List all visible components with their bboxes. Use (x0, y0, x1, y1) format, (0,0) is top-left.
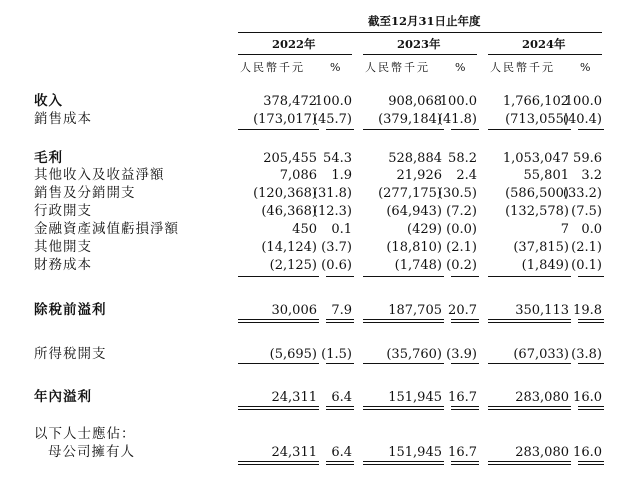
percent-cell: 2.4 (456, 168, 477, 183)
subtotal-rule (238, 363, 319, 364)
percent-cell: (0.6) (321, 258, 352, 273)
total-double-rule (238, 319, 319, 323)
total-double-rule (578, 461, 604, 465)
col-amount-2022: 人民幣千元 (240, 61, 305, 74)
percent-cell: (45.7) (312, 112, 352, 127)
amount-cell: 7,086 (279, 168, 317, 183)
total-double-rule (238, 461, 319, 465)
percent-cell: 54.3 (323, 151, 352, 166)
total-double-rule (326, 461, 354, 465)
year-rule-2024 (488, 54, 602, 55)
col-amount-2024: 人民幣千元 (490, 61, 555, 74)
row-label: 所得稅開支 (34, 346, 107, 362)
row-label: 毛利 (34, 150, 63, 166)
percent-cell: 0.1 (331, 222, 352, 237)
row-label: 金融資產減值虧損淨額 (34, 221, 179, 237)
percent-cell: 59.6 (573, 151, 602, 166)
percent-cell: (2.1) (571, 240, 602, 255)
percent-cell: (31.8) (312, 186, 352, 201)
subtotal-rule (326, 363, 354, 364)
percent-cell: 100.0 (564, 94, 602, 109)
amount-cell: (713,055) (505, 112, 569, 127)
percent-cell: 16.7 (448, 390, 477, 405)
amount-cell: 283,080 (515, 390, 569, 405)
percent-cell: 100.0 (439, 94, 477, 109)
subtotal-rule (488, 276, 571, 277)
total-double-rule (326, 319, 354, 323)
amount-cell: (35,760) (386, 347, 442, 362)
percent-cell: 58.2 (448, 151, 477, 166)
total-double-rule (488, 406, 571, 410)
amount-cell: (1,849) (521, 258, 569, 273)
amount-cell: (2,125) (269, 258, 317, 273)
total-double-rule (363, 319, 444, 323)
col-pct-2023: % (455, 61, 468, 74)
amount-cell: (586,500) (505, 186, 569, 201)
subtotal-rule (238, 276, 319, 277)
subtotal-rule (326, 129, 354, 130)
percent-cell: (0.0) (446, 222, 477, 237)
amount-cell: (120,368) (253, 186, 317, 201)
amount-cell: 7 (560, 222, 569, 237)
total-double-rule (451, 319, 479, 323)
amount-cell: 908,068 (388, 94, 442, 109)
col-pct-2022: % (330, 61, 343, 74)
amount-cell: (64,943) (386, 204, 442, 219)
amount-cell: 151,945 (388, 390, 442, 405)
amount-cell: 30,006 (271, 303, 317, 318)
percent-cell: 6.4 (331, 390, 352, 405)
row-label: 年內溢利 (34, 389, 92, 405)
year-2024: 2024年 (522, 37, 566, 51)
row-label: 其他收入及收益淨額 (34, 167, 165, 183)
percent-cell: 16.0 (573, 445, 602, 460)
total-double-rule (363, 406, 444, 410)
percent-cell: (33.2) (562, 186, 602, 201)
percent-cell: (3.9) (446, 347, 477, 362)
amount-cell: (18,810) (386, 240, 442, 255)
row-label: 以下人士應佔： (34, 426, 136, 442)
period-header: 截至12月31日止年度 (368, 14, 481, 28)
amount-cell: 1,053,047 (502, 151, 569, 166)
percent-cell: 20.7 (448, 303, 477, 318)
total-double-rule (578, 319, 604, 323)
amount-cell: (379,184) (378, 112, 442, 127)
row-label: 收入 (34, 93, 63, 109)
amount-cell: 24,311 (271, 390, 317, 405)
percent-cell: (7.2) (446, 204, 477, 219)
percent-cell: 19.8 (573, 303, 602, 318)
percent-cell: (0.2) (446, 258, 477, 273)
total-double-rule (488, 461, 571, 465)
amount-cell: 187,705 (388, 303, 442, 318)
col-pct-2024: % (580, 61, 593, 74)
amount-cell: (132,578) (505, 204, 569, 219)
percent-cell: (3.7) (321, 240, 352, 255)
year-2023: 2023年 (397, 37, 441, 51)
percent-cell: 6.4 (331, 445, 352, 460)
year-2022: 2022年 (272, 37, 316, 51)
percent-cell: (12.3) (312, 204, 352, 219)
header-rule (238, 32, 602, 33)
subtotal-rule (363, 276, 444, 277)
amount-cell: 378,472 (263, 94, 317, 109)
percent-cell: (40.4) (562, 112, 602, 127)
amount-cell: (5,695) (269, 347, 317, 362)
percent-cell: 0.0 (581, 222, 602, 237)
subtotal-rule (238, 129, 319, 130)
subtotal-rule (363, 363, 444, 364)
amount-cell: 205,455 (263, 151, 317, 166)
subtotal-rule (488, 129, 571, 130)
percent-cell: 16.7 (448, 445, 477, 460)
row-label: 銷售成本 (34, 111, 92, 127)
percent-cell: 100.0 (314, 94, 352, 109)
row-label: 除稅前溢利 (34, 302, 107, 318)
percent-cell: (30.5) (437, 186, 477, 201)
total-double-rule (451, 461, 479, 465)
row-label: 行政開支 (34, 203, 92, 219)
amount-cell: (173,017) (253, 112, 317, 127)
percent-cell: (0.1) (571, 258, 602, 273)
subtotal-rule (578, 129, 604, 130)
subtotal-rule (578, 363, 604, 364)
subtotal-rule (451, 363, 479, 364)
percent-cell: 1.9 (331, 168, 352, 183)
total-double-rule (451, 406, 479, 410)
percent-cell: (41.8) (437, 112, 477, 127)
subtotal-rule (363, 129, 444, 130)
total-double-rule (326, 406, 354, 410)
amount-cell: 350,113 (515, 303, 569, 318)
amount-cell: 283,080 (515, 445, 569, 460)
total-double-rule (488, 319, 571, 323)
subtotal-rule (451, 276, 479, 277)
amount-cell: (46,368) (261, 204, 317, 219)
amount-cell: (67,033) (513, 347, 569, 362)
amount-cell: 528,884 (388, 151, 442, 166)
amount-cell: (37,815) (513, 240, 569, 255)
amount-cell: 21,926 (396, 168, 442, 183)
amount-cell: 151,945 (388, 445, 442, 460)
percent-cell: 3.2 (581, 168, 602, 183)
percent-cell: (7.5) (571, 204, 602, 219)
total-double-rule (578, 406, 604, 410)
row-label: 財務成本 (34, 257, 92, 273)
amount-cell: 1,766,102 (502, 94, 569, 109)
amount-cell: (14,124) (261, 240, 317, 255)
amount-cell: (277,175) (378, 186, 442, 201)
percent-cell: 7.9 (331, 303, 352, 318)
subtotal-rule (578, 276, 604, 277)
percent-cell: 16.0 (573, 390, 602, 405)
amount-cell: 450 (292, 222, 317, 237)
subtotal-rule (326, 276, 354, 277)
subtotal-rule (488, 363, 571, 364)
amount-cell: (429) (407, 222, 442, 237)
amount-cell: 24,311 (271, 445, 317, 460)
row-label: 其他開支 (34, 239, 92, 255)
percent-cell: (3.8) (571, 347, 602, 362)
year-rule-2022 (238, 54, 352, 55)
percent-cell: (2.1) (446, 240, 477, 255)
row-label: 銷售及分銷開支 (34, 185, 136, 201)
subtotal-rule (451, 129, 479, 130)
percent-cell: (1.5) (321, 347, 352, 362)
col-amount-2023: 人民幣千元 (365, 61, 430, 74)
total-double-rule (238, 406, 319, 410)
amount-cell: 55,801 (523, 168, 569, 183)
year-rule-2023 (363, 54, 477, 55)
row-label: 母公司擁有人 (48, 444, 135, 460)
amount-cell: (1,748) (394, 258, 442, 273)
total-double-rule (363, 461, 444, 465)
